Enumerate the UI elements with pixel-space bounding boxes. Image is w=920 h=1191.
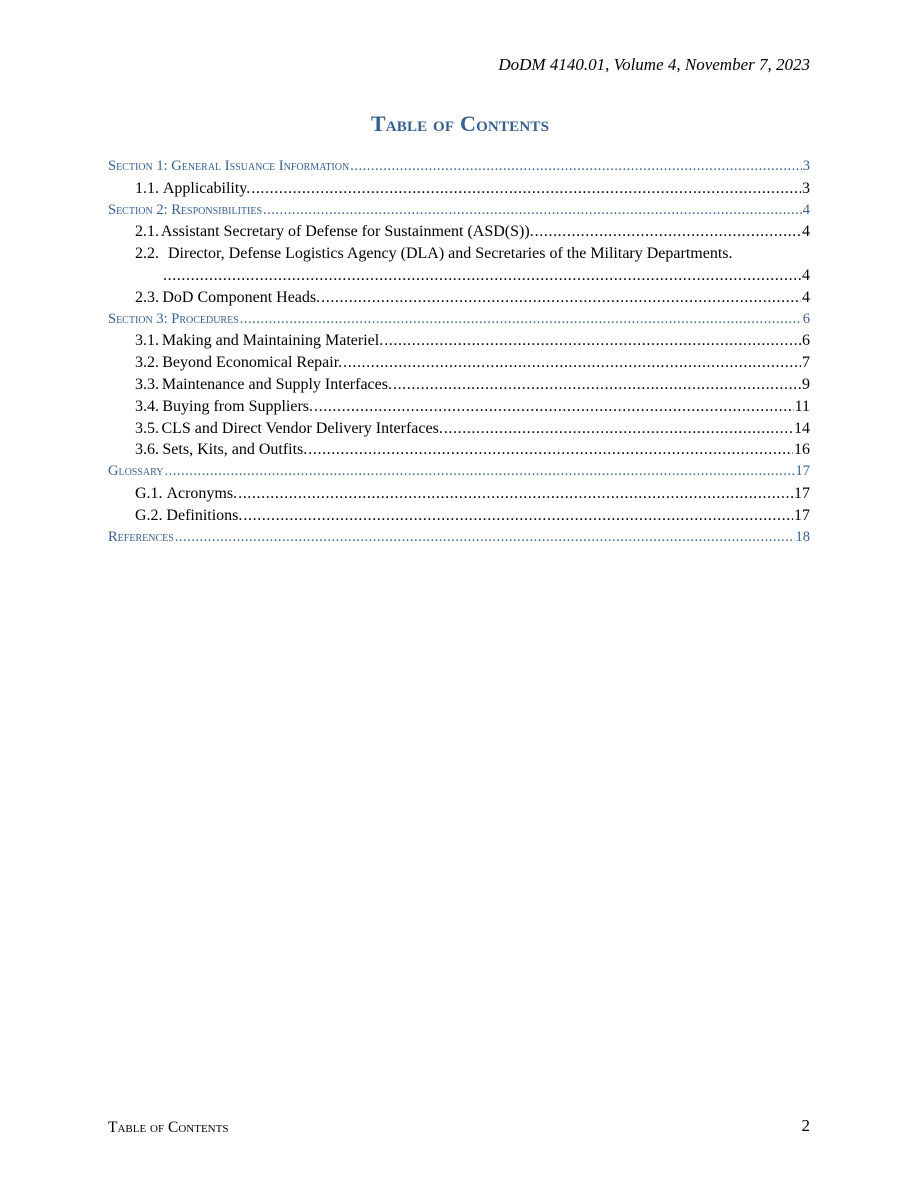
toc-label: References [108, 528, 174, 545]
toc-page: 9 [802, 375, 810, 393]
dot-leader [175, 527, 795, 549]
dot-leader [350, 156, 802, 178]
toc-entry-1-1[interactable] [108, 178, 810, 200]
toc-page: 4 [802, 266, 810, 284]
toc-page: 4 [802, 223, 810, 241]
toc-label: Buying from Suppliers. [162, 397, 314, 415]
toc-section-3[interactable] [108, 309, 810, 331]
toc-page: 17 [794, 506, 810, 524]
toc-label: Assistant Secretary of Defense for Sustainment (ASD(S)). [160, 223, 534, 241]
toc-label: CLS and Direct Vendor Delivery Interfaces. [161, 419, 443, 437]
dot-leader [238, 483, 793, 505]
toc-page: 17 [794, 484, 810, 502]
page-number: 2 [801, 1116, 810, 1135]
dot-leader [263, 200, 802, 222]
running-header: DoDM 4140.01, Volume 4, November 7, 2023 [498, 55, 810, 74]
dot-leader [393, 374, 801, 396]
dot-leader [308, 439, 793, 461]
toc-glossary[interactable] [108, 461, 810, 483]
toc-page: 17 [795, 463, 810, 480]
toc-page: 6 [802, 310, 810, 327]
toc-number: 3.4. [135, 397, 159, 415]
toc-number: 3.1. [135, 332, 159, 350]
toc-entry-3-5[interactable] [108, 418, 810, 440]
toc-page: 11 [794, 397, 810, 415]
dot-leader [243, 505, 793, 527]
toc-page: 14 [794, 419, 810, 437]
toc-number: 3.5. [135, 419, 159, 437]
toc-entry-3-6[interactable] [108, 439, 810, 461]
dot-leader [384, 330, 801, 352]
dot-leader [343, 352, 801, 374]
page-title: Table of Contents [370, 111, 550, 136]
toc-label: Section 1: General Issuance Information [108, 158, 350, 174]
toc-number: 2.3. [135, 288, 159, 306]
toc-section-1[interactable] [108, 156, 810, 178]
dot-leader [165, 461, 795, 483]
toc-label: DoD Component Heads. [162, 288, 321, 306]
toc-page: 4 [802, 201, 810, 218]
toc-label: Director, Defense Logistics Agency (DLA) and Secretaries of the Military Departments. [168, 245, 733, 263]
toc-label: Maintenance and Supply Interfaces. [161, 375, 392, 393]
toc-entry-3-3[interactable] [108, 374, 810, 396]
toc-number: 2.1. [135, 223, 159, 241]
toc-section-2[interactable] [108, 200, 810, 222]
toc-entry-2-2[interactable] [108, 243, 810, 287]
dot-leader [314, 396, 794, 418]
dot-leader [240, 309, 802, 331]
toc-number: 3.6. [135, 441, 159, 459]
dot-leader [251, 178, 801, 200]
toc-number: 3.2. [135, 354, 159, 372]
toc-number: G.2. [135, 506, 163, 524]
toc-label: Applicability. [162, 179, 251, 197]
toc-page: 6 [802, 332, 810, 350]
toc-label: Section 2: Responsibilities [108, 201, 263, 218]
toc-label: Sets, Kits, and Outfits. [162, 441, 308, 459]
toc-entry-3-2[interactable] [108, 352, 810, 374]
toc-page: 3 [802, 179, 810, 197]
toc-page: 18 [795, 528, 810, 545]
running-footer: Table of Contents [108, 1119, 229, 1136]
dot-leader [535, 221, 801, 243]
dot-leader [163, 265, 801, 287]
toc-label: Definitions. [166, 506, 243, 524]
toc-page: 16 [794, 441, 810, 459]
toc-page: 7 [802, 354, 810, 372]
toc-entry-2-3[interactable] [108, 287, 810, 309]
toc-entry-2-1[interactable] [108, 221, 810, 243]
toc-label: Acronyms. [166, 484, 238, 502]
table-of-contents [108, 156, 810, 548]
toc-number: 3.3. [135, 375, 159, 393]
dot-leader [444, 418, 793, 440]
toc-references[interactable] [108, 527, 810, 549]
toc-entry-3-1[interactable] [108, 330, 810, 352]
toc-entry-g-1[interactable] [108, 483, 810, 505]
toc-page: 3 [802, 158, 810, 174]
toc-number: 2.2. [135, 245, 159, 263]
toc-label: Glossary [108, 463, 164, 480]
toc-label: Beyond Economical Repair. [162, 354, 343, 372]
toc-label: Section 3: Procedures [108, 310, 239, 327]
dot-leader [321, 287, 801, 309]
toc-page: 4 [802, 288, 810, 306]
toc-number: 1.1. [135, 179, 159, 197]
toc-number: G.1. [135, 484, 163, 502]
toc-label: Making and Maintaining Materiel. [161, 332, 384, 350]
toc-entry-3-4[interactable] [108, 396, 810, 418]
toc-entry-g-2[interactable] [108, 505, 810, 527]
